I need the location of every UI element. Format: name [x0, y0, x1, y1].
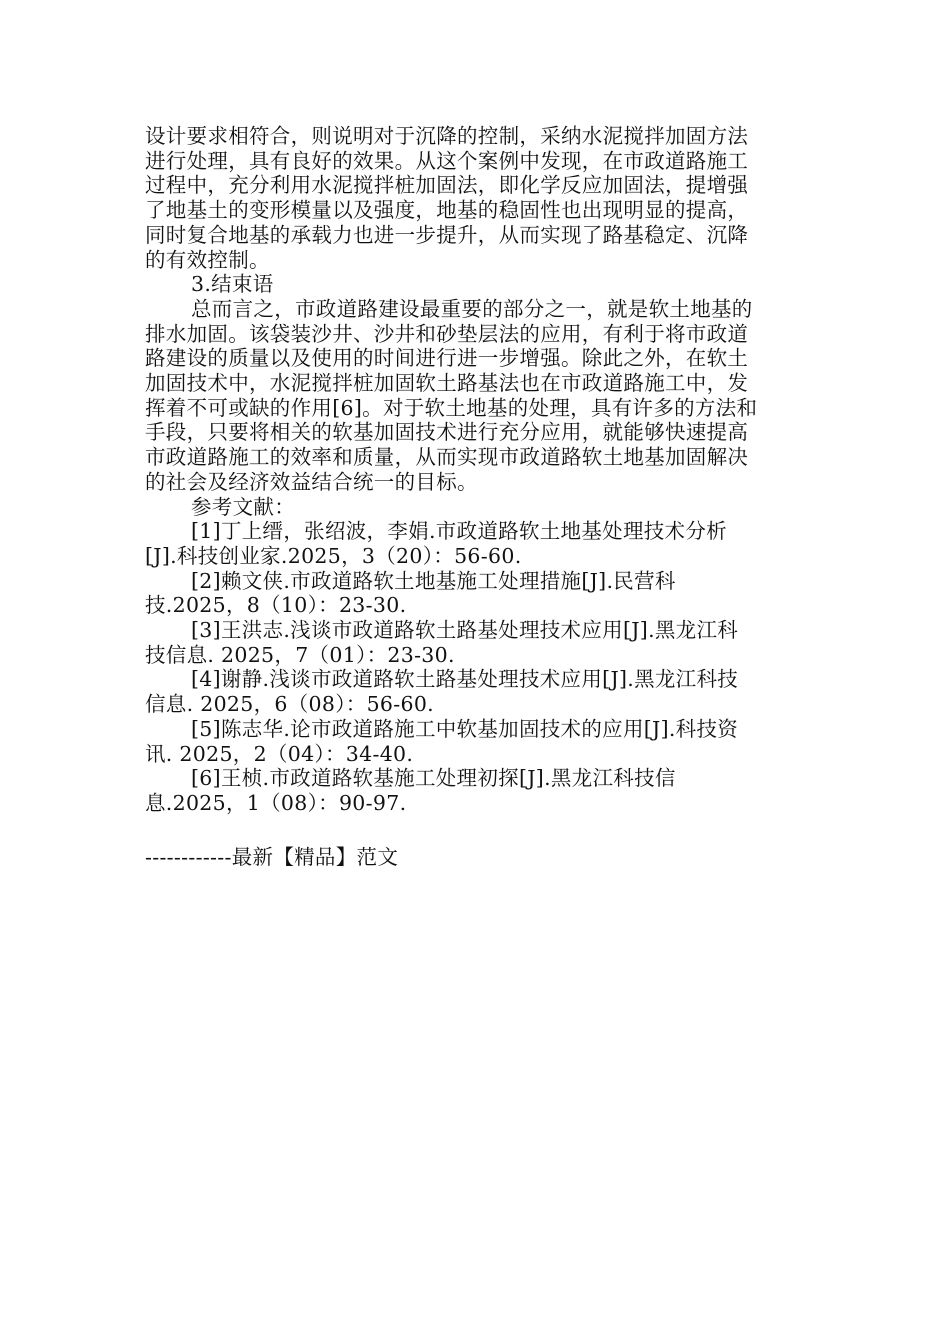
- reference-line: 息.2025，1（08）：90-97.: [145, 790, 407, 815]
- paragraph-line: 的社会及经济效益结合统一的目标。: [145, 469, 478, 494]
- paragraph-line: 了地基土的变形模量以及强度，地基的稳固性也出现明显的提高，: [145, 198, 749, 223]
- reference-line: 技.2025，8（10）：23-30.: [145, 593, 407, 618]
- reference-list: [145, 519, 807, 815]
- reference-item: [145, 766, 807, 815]
- paragraph-line: 市政道路施工的效率和质量，从而实现市政道路软土地基加固解决: [145, 445, 749, 470]
- reference-line: [3]王洪志.浅谈市政道路软土路基处理技术应用[J].黑龙江科: [191, 618, 739, 643]
- reference-line: [6]王桢.市政道路软基施工处理初探[J].黑龙江科技信: [191, 766, 676, 791]
- paragraph-line: 设计要求相符合，则说明对于沉降的控制，采纳水泥搅拌加固方法: [145, 124, 749, 148]
- reference-line: [4]谢静.浅谈市政道路软土路基处理技术应用[J].黑龙江科技: [191, 667, 739, 692]
- reference-item: [145, 717, 807, 766]
- paragraph-line: 进行处理，具有良好的效果。从这个案例中发现，在市政道路施工: [145, 148, 749, 173]
- paragraph-line: 总而言之，市政道路建设最重要的部分之一，就是软土地基的: [191, 296, 753, 321]
- footer-banner: ------------最新【精品】范文: [145, 845, 399, 869]
- reference-line: [5]陈志华.论市政道路施工中软基加固技术的应用[J].科技资: [191, 716, 739, 741]
- paragraph-summary: [145, 297, 807, 495]
- reference-item: [145, 667, 807, 716]
- paragraph-conclusion-continued: [145, 124, 807, 272]
- paragraph-line: 过程中，充分利用水泥搅拌桩加固法，即化学反应加固法，提增强: [145, 173, 749, 198]
- paragraph-line: 加固技术中，水泥搅拌桩加固软土路基法也在市政道路施工中，发: [145, 371, 749, 396]
- reference-item: [145, 569, 807, 618]
- reference-line: [J].科技创业家.2025，3（20）：56-60.: [145, 543, 522, 568]
- reference-line: 讯. 2025，2（04）：34-40.: [145, 741, 414, 766]
- paragraph-line: 手段，只要将相关的软基加固技术进行充分应用，就能够快速提高: [145, 420, 749, 445]
- paragraph-line: 路建设的质量以及使用的时间进行进一步增强。除此之外，在软土: [145, 346, 749, 371]
- section-heading: 3.结束语: [191, 272, 274, 297]
- reference-line: [2]赖文侠.市政道路软土地基施工处理措施[J].民营科: [191, 568, 676, 593]
- paragraph-line: 同时复合地基的承载力也进一步提升，从而实现了路基稳定、沉降: [145, 222, 749, 247]
- paragraph-line: 的有效控制。: [145, 247, 270, 272]
- reference-line: 信息. 2025，6（08）：56-60.: [145, 692, 434, 717]
- paragraph-line: 排水加固。该袋装沙井、沙井和砂垫层法的应用，有利于将市政道: [145, 321, 749, 346]
- reference-line: [1]丁上缙，张绍波，李娟.市政道路软土地基处理技术分析: [191, 519, 727, 544]
- reference-item: [145, 618, 807, 667]
- document-body: [145, 124, 807, 816]
- reference-item: [145, 519, 807, 568]
- paragraph-line: 挥着不可或缺的作用[6]。对于软土地基的处理，具有许多的方法和: [145, 395, 758, 420]
- reference-line: 技信息. 2025，7（01）：23-30.: [145, 642, 455, 667]
- references-heading: 参考文献：: [191, 494, 295, 519]
